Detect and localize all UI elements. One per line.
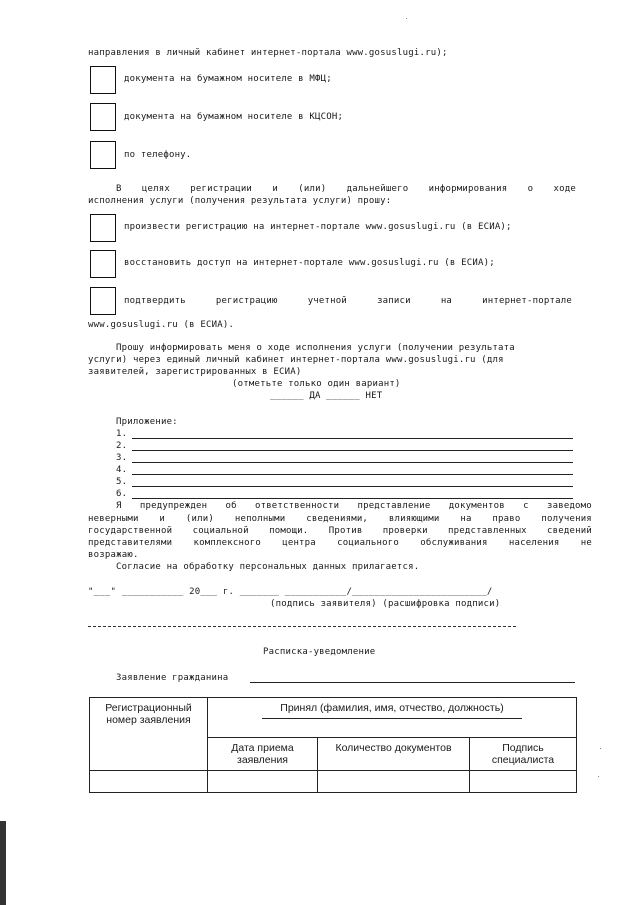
appendix-item-5: 5. [116,477,128,487]
checkbox-kcson[interactable] [90,103,116,131]
appendix-item-3: 3. [116,453,128,463]
checkbox-register[interactable] [90,214,116,242]
inform-yes-no[interactable]: ______ ДА ______ НЕТ [270,391,383,401]
option-confirm-label: подтвердить регистрацию учетной записи на интернет-портале [124,296,572,306]
checkbox-confirm[interactable] [90,287,116,315]
option-restore-label: восстановить доступ на интернет-портале www.gosuslugi.ru (в ЕСИА); [124,258,495,268]
specialist-signature-cell[interactable] [470,771,577,793]
appendix-item-1: 1. [116,429,128,439]
option-mfc-label: документа на бумажном носителе в МФЦ; [124,74,332,84]
warning-line2: неверными и (или) неполными сведениями, влияющими на право получения [88,514,592,524]
warning-line1: Я предупрежден об ответственности представление документов с заведомо [116,501,592,511]
reg-number-cell[interactable] [90,771,208,793]
appendix-line-6[interactable] [132,498,573,499]
appendix-line-5[interactable] [132,486,573,487]
registration-intro-line1: В целях регистрации и (или) дальнейшего информирования о ходе [116,184,576,194]
option-register-label: произвести регистрацию на интернет-портале www.gosuslugi.ru (в ЕСИА); [124,222,512,232]
specialist-signature-header: Подпись специалиста [470,738,577,771]
checkbox-mfc[interactable] [90,66,116,94]
receipt-table [89,697,577,793]
delivery-line-top: направления в личный кабинет интернет-портала www.gosuslugi.ru); [88,48,448,58]
scan-edge-shadow [0,821,6,905]
registration-intro-line2: исполнения услуги (получения результата услуги) прошу: [88,196,392,206]
inform-choose: (отметьте только один вариант) [232,379,401,389]
receipt-title: Расписка-уведомление [263,647,376,657]
appendix-item-4: 4. [116,465,128,475]
signature-caption: (подпись заявителя) (расшифровка подписи) [270,599,501,609]
warning-line4: представителями комплексного центра социального обслуживания населения не [88,538,592,548]
signature-date-line[interactable]: "___" ___________ 20___ г. _______ ___________/________________________/ [88,587,493,597]
accepted-header: Принял (фамилия, имя, отчество, должность) [208,698,577,738]
inform-line2: услуги) через единый личный кабинет интернет-портала www.gosuslugi.ru (для [88,355,504,365]
consent-note: Согласие на обработку персональных данных прилагается. [116,562,420,572]
option-kcson-label: документа на бумажном носителе в КЦСОН; [124,112,344,122]
reg-number-header: Регистрационный номер заявления [90,698,208,771]
appendix-title: Приложение: [116,417,178,427]
option-phone-label: по телефону. [124,150,192,160]
appendix-line-1[interactable] [132,438,573,439]
checkbox-restore[interactable] [90,250,116,278]
doc-count-cell[interactable] [318,771,470,793]
doc-count-header: Количество документов [318,738,470,771]
appendix-item-6: 6. [116,489,128,499]
checkbox-phone[interactable] [90,141,116,169]
option-confirm-tail: www.gosuslugi.ru (в ЕСИА). [88,320,235,330]
scan-speck [600,748,601,749]
appendix-line-3[interactable] [132,462,573,463]
warning-line5: возражаю. [88,550,139,560]
cut-line [88,626,516,627]
statement-line[interactable] [250,682,575,683]
statement-label: Заявление гражданина [116,673,229,683]
inform-line3: заявителей, зарегистрированных в ЕСИА) [88,367,302,377]
appendix-line-4[interactable] [132,474,573,475]
date-received-cell[interactable] [208,771,318,793]
scan-speck [406,18,407,19]
appendix-item-2: 2. [116,441,128,451]
appendix-line-2[interactable] [132,450,573,451]
warning-line3: государственной социальной помощи. Против проверки представленных сведений [88,526,592,536]
inform-line1: Прошу информировать меня о ходе исполнения услуги (получении результата [116,343,515,353]
date-received-header: Дата приема заявления [208,738,318,771]
scan-speck [598,776,599,777]
